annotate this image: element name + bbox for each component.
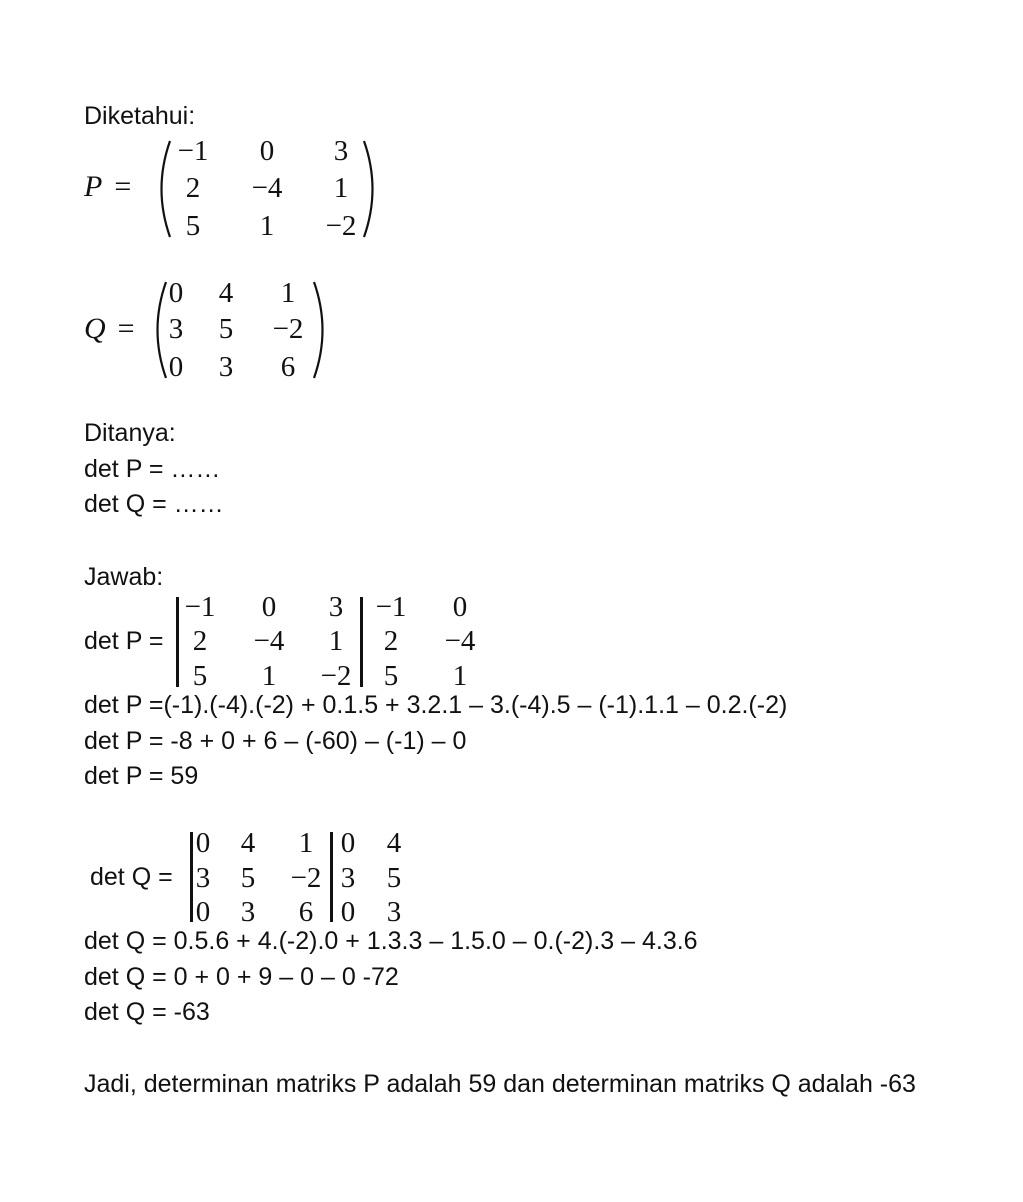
matrix-p-right-paren [360, 138, 384, 245]
ditanya-det-q: det Q = …… [84, 490, 224, 518]
matrix-q-cell: 0 [168, 277, 184, 309]
det-q-ext-cell: 0 [340, 896, 356, 928]
det-q-cell: 0 [195, 896, 211, 928]
det-q-ext-cell: 3 [386, 896, 402, 928]
det-q-step2: det Q = 0 + 0 + 9 – 0 – 0 -72 [84, 963, 399, 991]
matrix-p-equals: = [114, 170, 132, 203]
det-p-cell: −1 [184, 591, 216, 623]
matrix-q-cell: 3 [218, 351, 234, 383]
det-p-step1: det P =(-1).(-4).(-2) + 0.1.5 + 3.2.1 – 3.(-4).5 – (-1).1.1 – 0.2.(-2) [84, 691, 788, 719]
jawab-label: Jawab: [84, 563, 164, 591]
det-q-cell: 6 [298, 896, 314, 928]
matrix-p-cell: 1 [333, 172, 349, 204]
det-q-cell: 3 [240, 896, 256, 928]
det-q-step1: det Q = 0.5.6 + 4.(-2).0 + 1.3.3 – 1.5.0 – 0.(-2).3 – 4.3.6 [84, 927, 698, 955]
ditanya-det-p: det P = …… [84, 455, 221, 483]
matrix-q-label: Q [84, 312, 106, 345]
conclusion-text: Jadi, determinan matriks P adalah 59 dan determinan matriks Q adalah -63 [84, 1070, 916, 1098]
det-p-ext-cell: 2 [383, 625, 399, 657]
matrix-q-cell: 1 [280, 277, 296, 309]
matrix-p-cell: 1 [259, 210, 275, 242]
matrix-p-cell: 5 [185, 210, 201, 242]
det-p-cell: 1 [261, 660, 277, 692]
det-q-result: det Q = -63 [84, 998, 210, 1026]
det-q-ext-cell: 4 [386, 827, 402, 859]
matrix-p-cell: 0 [259, 135, 275, 167]
matrix-q-cell: −2 [272, 313, 304, 345]
det-q-cell: 0 [195, 827, 211, 859]
matrix-p-cell: 3 [333, 135, 349, 167]
det-p-cell: −4 [253, 625, 285, 657]
det-p-ext-cell: 0 [452, 591, 468, 623]
det-q-cell: 4 [240, 827, 256, 859]
det-q-cell: −2 [290, 862, 322, 894]
det-p-cell: 0 [261, 591, 277, 623]
det-p-ext-cell: 1 [452, 660, 468, 692]
matrix-p-cell: 2 [185, 172, 201, 204]
det-q-cell: 1 [298, 827, 314, 859]
det-p-step2: det P = -8 + 0 + 6 – (-60) – (-1) – 0 [84, 727, 467, 755]
matrix-q-cell: 4 [218, 277, 234, 309]
det-p-ext-cell: 5 [383, 660, 399, 692]
det-p-label: det P = [84, 627, 164, 655]
det-p-cell: −2 [320, 660, 352, 692]
det-q-cell: 3 [195, 862, 211, 894]
det-p-ext-cell: −1 [375, 591, 407, 623]
diketahui-label: Diketahui: [84, 102, 196, 130]
det-q-ext-cell: 0 [340, 827, 356, 859]
matrix-q-cell: 6 [280, 351, 296, 383]
det-q-label: det Q = [90, 863, 173, 891]
det-p-cell: 5 [192, 660, 208, 692]
det-q-ext-cell: 3 [340, 862, 356, 894]
matrix-q-right-paren [310, 279, 334, 386]
det-q-ext-cell: 5 [386, 862, 402, 894]
det-p-cell: 3 [328, 591, 344, 623]
det-p-cell: 1 [328, 625, 344, 657]
det-p-cell: 2 [192, 625, 208, 657]
matrix-p-cell: −4 [251, 172, 283, 204]
det-p-result: det P = 59 [84, 762, 199, 790]
matrix-p-label: P [84, 170, 103, 203]
det-p-ext-cell: −4 [444, 625, 476, 657]
matrix-q-cell: 0 [168, 351, 184, 383]
matrix-p-cell: −2 [325, 210, 357, 242]
ditanya-label: Ditanya: [84, 419, 176, 447]
matrix-q-cell: 5 [218, 313, 234, 345]
matrix-q-equals: = [117, 312, 135, 345]
matrix-p-cell: −1 [177, 135, 209, 167]
det-q-cell: 5 [240, 862, 256, 894]
matrix-q-cell: 3 [168, 313, 184, 345]
